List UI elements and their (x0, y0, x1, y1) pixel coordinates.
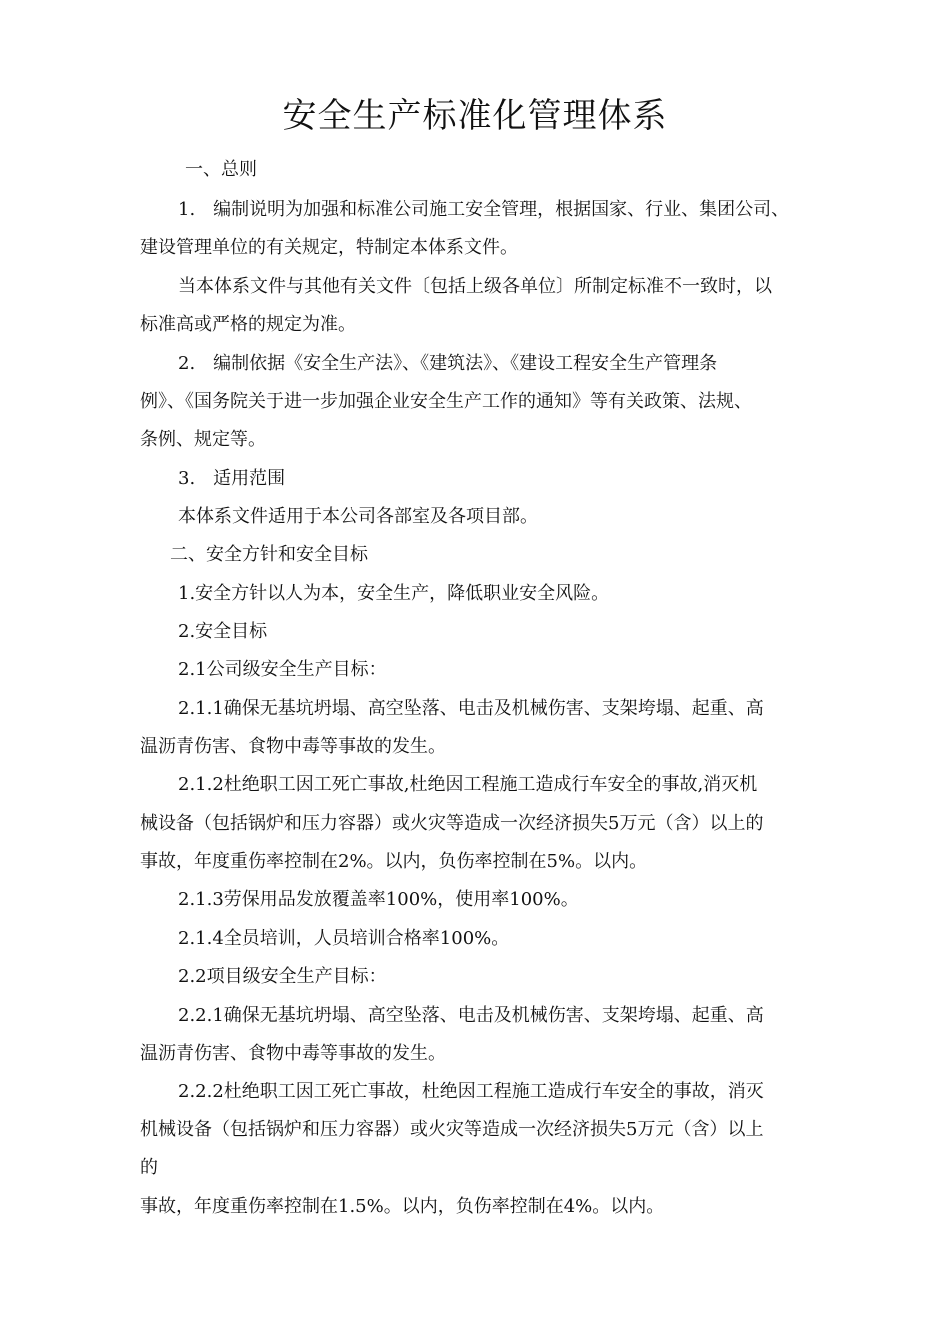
paragraph-line: 建设管理单位的有关规定，特制定本体系文件。 (140, 237, 518, 258)
paragraph-line: 本体系文件适用于本公司各部室及各项目部。 (178, 506, 538, 527)
paragraph-line: 2. 编制依据《安全生产法》、《建筑法》、《建设工程安全生产管理条 (178, 353, 718, 374)
section-heading-policy: 二、安全方针和安全目标 (170, 544, 368, 565)
paragraph-line: 2.1.3劳保用品发放覆盖率100%，使用率100%。 (178, 889, 579, 910)
paragraph-line: 当本体系文件与其他有关文件〔包括上级各单位〕所制定标准不一致时，以 (178, 276, 772, 297)
paragraph-line: 温沥青伤害、食物中毒等事故的发生。 (140, 1043, 446, 1064)
paragraph-line: 2.2项目级安全生产目标： (178, 966, 387, 987)
paragraph-line: 例》、《国务院关于进一步加强企业安全生产工作的通知》等有关政策、法规、 (140, 391, 752, 412)
paragraph-line: 的 (140, 1157, 158, 1178)
paragraph-line: 2.2.2杜绝职工因工死亡事故，杜绝因工程施工造成行车安全的事故，消灭 (178, 1081, 764, 1102)
paragraph-line: 2.1.1确保无基坑坍塌、高空坠落、电击及机械伤害、支架垮塌、起重、高 (178, 698, 764, 719)
paragraph-line: 2.安全目标 (178, 621, 268, 642)
paragraph-line: 1. 编制说明为加强和标准公司施工安全管理，根据国家、行业、集团公司、 (178, 199, 790, 220)
paragraph-line: 3. 适用范围 (178, 468, 286, 489)
paragraph-line: 2.1公司级安全生产目标： (178, 659, 387, 680)
paragraph-line: 2.1.2杜绝职工因工死亡事故,杜绝因工程施工造成行车安全的事故,消灭机 (178, 774, 758, 795)
paragraph-line: 2.1.4全员培训，人员培训合格率100%。 (178, 928, 510, 949)
document-title: 安全生产标准化管理体系 (282, 96, 668, 136)
paragraph-line: 事故，年度重伤率控制在1.5%。以内，负伤率控制在4%。以内。 (140, 1196, 665, 1217)
section-heading-general: 一、总则 (185, 159, 257, 180)
paragraph-line: 温沥青伤害、食物中毒等事故的发生。 (140, 736, 446, 757)
paragraph-line: 2.2.1确保无基坑坍塌、高空坠落、电击及机械伤害、支架垮塌、起重、高 (178, 1005, 764, 1026)
paragraph-line: 条例、规定等。 (140, 429, 266, 450)
paragraph-line: 标准高或严格的规定为准。 (140, 314, 356, 335)
paragraph-line: 事故，年度重伤率控制在2%。以内，负伤率控制在5%。以内。 (140, 851, 648, 872)
paragraph-line: 机械设备（包括锅炉和压力容器）或火灾等造成一次经济损失5万元（含）以上 (140, 1119, 764, 1140)
paragraph-line: 械设备（包括锅炉和压力容器）或火灾等造成一次经济损失5万元（含）以上的 (140, 813, 764, 834)
paragraph-line: 1.安全方针以人为本，安全生产，降低职业安全风险。 (178, 583, 610, 604)
